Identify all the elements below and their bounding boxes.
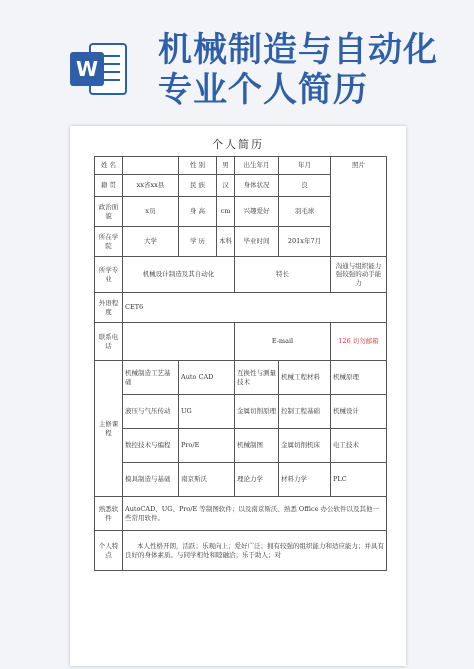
- health-label: 身体状况: [235, 175, 279, 197]
- course-cell: 机械原理: [331, 361, 387, 395]
- phone-value: [123, 323, 235, 361]
- course-cell: 机械工程材料: [279, 361, 331, 395]
- table-row: [95, 531, 387, 571]
- table-row: [95, 257, 387, 293]
- course-cell: 机械制图: [235, 429, 279, 463]
- school-label: 所在学院: [95, 227, 123, 257]
- banner-title-line2: 专业个人简历: [158, 70, 368, 110]
- table-row: [95, 497, 387, 531]
- resume-table: [94, 156, 387, 571]
- course-cell: 材料力学: [279, 463, 331, 497]
- photo-cell: 照片: [331, 157, 387, 257]
- course-cell: 控制工程基础: [279, 395, 331, 429]
- course-cell: 液压与气压传动: [123, 395, 179, 429]
- edu-value: 本科: [217, 227, 235, 257]
- origin-label: 籍 贯: [95, 175, 123, 197]
- table-row: [95, 395, 387, 429]
- course-cell: Pro/E: [179, 429, 235, 463]
- course-cell: 机械制造工艺基础: [123, 361, 179, 395]
- major-value: 机械设计制造及其自动化: [123, 257, 235, 293]
- resume-page: [70, 126, 406, 666]
- height-value: cm: [217, 197, 235, 227]
- origin-value: xx省xx县: [123, 175, 179, 197]
- table-row: [95, 293, 387, 323]
- course-cell: 南京斯沃: [179, 463, 235, 497]
- birth-value: 年月: [279, 157, 331, 175]
- grad-label: 毕业时间: [235, 227, 279, 257]
- email-label: E-mail: [235, 323, 331, 361]
- banner: [0, 0, 474, 120]
- gender-label: 性 别: [179, 157, 217, 175]
- software-value: AutoCAD、UG、Pro/E 等制图软件；以及南京斯沃、熟悉 Office 办公软件以及其他一些常用软件。: [123, 497, 387, 531]
- grad-value: 201x年7月: [279, 227, 331, 257]
- hobby-label: 兴趣爱好: [235, 197, 279, 227]
- course-cell: 数控技术与编程: [123, 429, 179, 463]
- political-label: 政治面貌: [95, 197, 123, 227]
- word-icon: [68, 38, 130, 100]
- height-label: 身 高: [179, 197, 217, 227]
- edu-label: 学 历: [179, 227, 217, 257]
- course-cell: 模具制造与基础: [123, 463, 179, 497]
- traits-label: 个人特点: [95, 531, 123, 571]
- major-label: 所学专业: [95, 257, 123, 293]
- course-cell: 金属切削机床: [279, 429, 331, 463]
- courses-label: 主修课程: [95, 361, 123, 497]
- phone-label: 联系电话: [95, 323, 123, 361]
- banner-title-line1: 机械制造与自动化: [158, 30, 438, 70]
- course-cell: Auto CAD: [179, 361, 235, 395]
- gender-value: 男: [217, 157, 235, 175]
- table-row: [95, 429, 387, 463]
- table-row: [95, 157, 387, 175]
- course-cell: UG: [179, 395, 235, 429]
- email-value: 126 切勿邮箱: [331, 323, 387, 361]
- lang-label: 外语程度: [95, 293, 123, 323]
- table-row: [95, 361, 387, 395]
- birth-label: 出生年月: [235, 157, 279, 175]
- ethnicity-label: 民 族: [179, 175, 217, 197]
- course-cell: PLC: [331, 463, 387, 497]
- course-cell: 理论力学: [235, 463, 279, 497]
- hobby-value: 羽毛球: [279, 197, 331, 227]
- political-value: x员: [123, 197, 179, 227]
- skill-value: 沟通与组织能力强较强的动手能力: [331, 257, 387, 293]
- document-title: 个人简历: [212, 138, 264, 151]
- health-value: 良: [279, 175, 331, 197]
- traits-value: 本人性格开朗，活跃；乐观向上；爱好广泛；拥有较强的组织能力和适应能力；并具有良好的身体素质。与同学相处和睦融洽；乐于助人；对: [123, 531, 387, 571]
- course-cell: 电工技术: [331, 429, 387, 463]
- table-row: [95, 463, 387, 497]
- name-value: [123, 157, 179, 175]
- name-label: 姓 名: [95, 157, 123, 175]
- course-cell: 机械设计: [331, 395, 387, 429]
- course-cell: 互换性与测量技术: [235, 361, 279, 395]
- skill-label: 特长: [235, 257, 331, 293]
- course-cell: 金属切削原理: [235, 395, 279, 429]
- degree-value: 大学: [123, 227, 179, 257]
- ethnicity-value: 汉: [217, 175, 235, 197]
- word-letter: W: [75, 57, 99, 81]
- lang-value: CET6: [123, 293, 387, 323]
- table-row: [95, 323, 387, 361]
- software-label: 熟悉软件: [95, 497, 123, 531]
